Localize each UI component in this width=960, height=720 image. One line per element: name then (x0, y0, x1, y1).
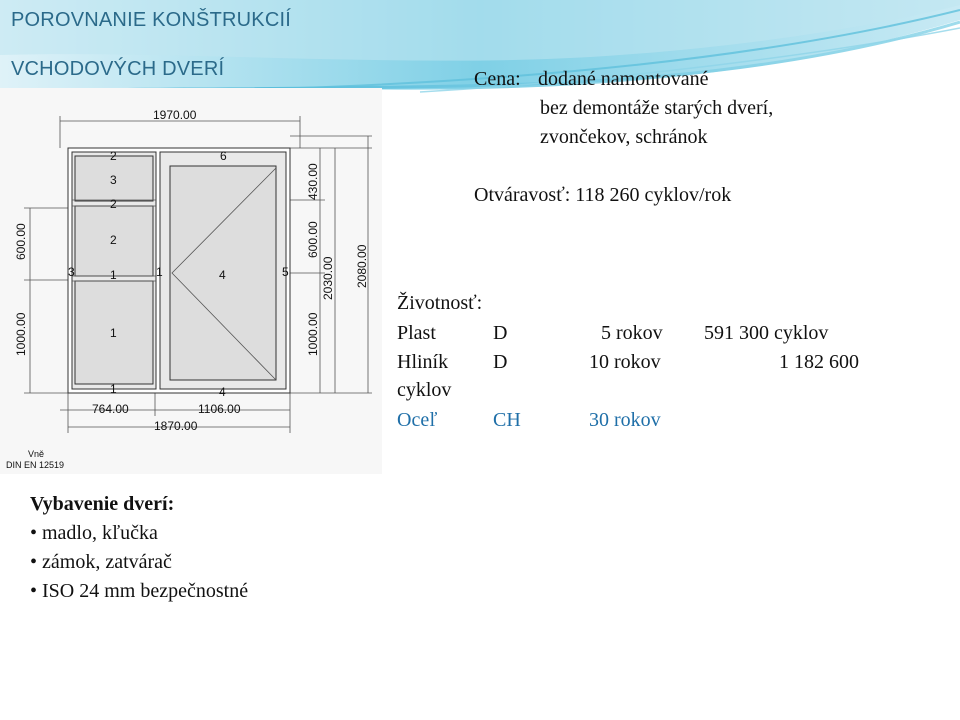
pane-label: 4 (219, 385, 226, 399)
openability-text: Otváravosť: 118 260 cyklov/rok (474, 184, 732, 206)
pane-label: 3 (68, 265, 75, 279)
pane-label: 1 (110, 268, 117, 282)
pane-label: 1 (156, 265, 163, 279)
price-line-3: zvončekov, schránok (540, 126, 708, 148)
lifespan-class: CH (493, 409, 521, 431)
dim-left-upper: 600.00 (14, 223, 28, 260)
door-technical-drawing (0, 88, 382, 474)
dim-right-top: 430.00 (306, 163, 320, 200)
lifespan-material: Plast (397, 322, 436, 344)
pane-label: 6 (220, 149, 227, 163)
pane-label: 1 (110, 382, 117, 396)
price-line-2: bez demontáže starých dverí, (540, 97, 774, 119)
drawing-caption-2: DIN EN 12519 (6, 460, 65, 470)
equipment-item: • zámok, zatvárač (30, 551, 172, 573)
dim-bottom-total: 1870.00 (154, 419, 198, 433)
pane-label: 2 (110, 233, 117, 247)
lifespan-class: D (493, 351, 508, 373)
lifespan-years: 10 rokov (589, 351, 661, 373)
lifespan-heading: Životnosť: (397, 292, 483, 314)
lifespan-class: D (493, 322, 508, 344)
pane-label: 4 (219, 268, 226, 282)
pane-label: 3 (110, 173, 117, 187)
price-line-1: dodané namontované (538, 68, 709, 90)
equipment-heading: Vybavenie dverí: (30, 493, 175, 515)
dim-bottom-right: 1106.00 (198, 402, 241, 416)
dim-left-lower: 1000.00 (14, 312, 28, 356)
lifespan-cycles: 591 300 cyklov (704, 322, 829, 344)
pane-label: 2 (110, 149, 117, 163)
drawing-caption-1: Vně (28, 449, 45, 459)
equipment-item: • madlo, kľučka (30, 522, 158, 544)
lifespan-years: 30 rokov (589, 409, 661, 431)
lifespan-cycles-wrap: cyklov (397, 379, 452, 401)
pane-label: 1 (110, 326, 117, 340)
dim-bottom-left: 764.00 (92, 402, 129, 416)
pane-label: 5 (282, 265, 289, 279)
dim-right-2030: 2030.00 (321, 256, 335, 300)
price-label: Cena: (474, 68, 521, 90)
dim-right-mid: 600.00 (306, 221, 320, 258)
dim-right-low: 1000.00 (306, 312, 320, 356)
slide-title-line-2: VCHODOVÝCH DVERÍ (11, 58, 225, 80)
lifespan-cycles: 1 182 600 (779, 351, 859, 373)
lifespan-material: Hliník (397, 351, 449, 373)
equipment-item: • ISO 24 mm bezpečnostné (30, 580, 249, 602)
lifespan-years: 5 rokov (601, 322, 663, 344)
lifespan-material: Oceľ (397, 409, 438, 431)
dim-top: 1970.00 (153, 108, 197, 122)
dim-right-2080: 2080.00 (355, 244, 369, 288)
slide-title-line-1: POROVNANIE KONŠTRUKCIÍ (11, 9, 291, 31)
pane-label: 2 (110, 197, 117, 211)
